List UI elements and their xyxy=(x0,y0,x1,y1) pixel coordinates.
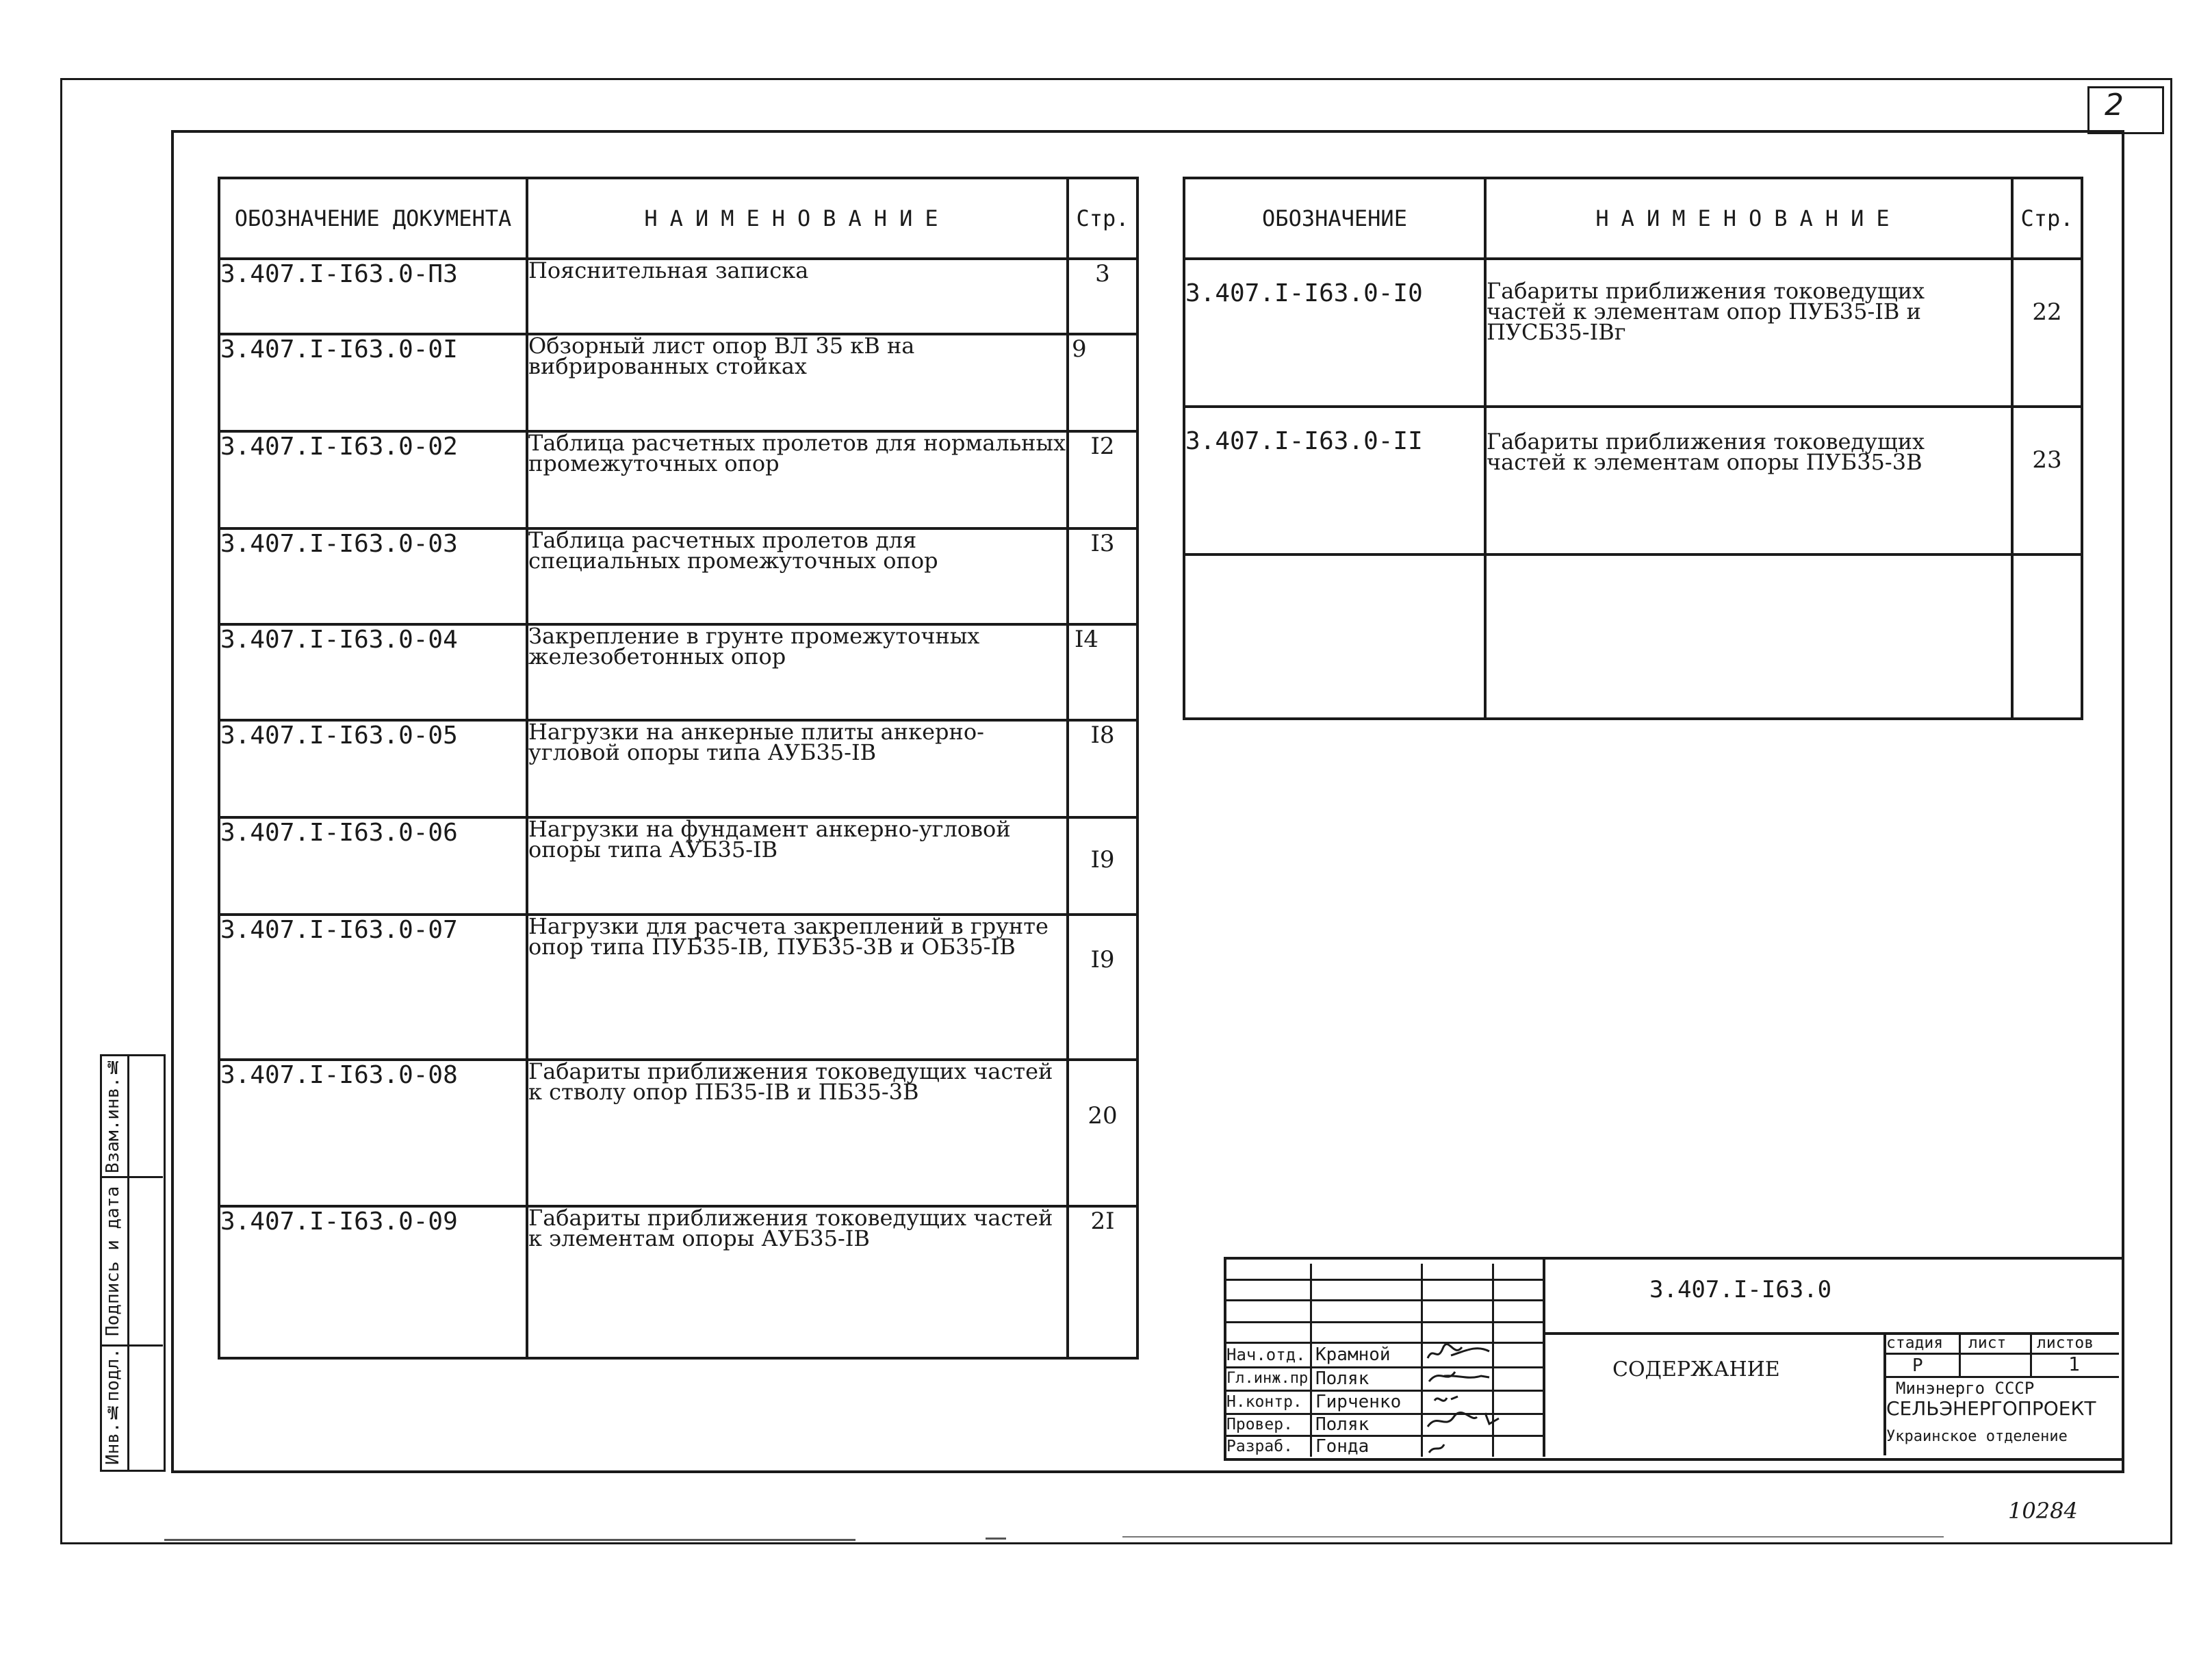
table-row xyxy=(219,431,1137,528)
tb-role-3: Н.контр. xyxy=(1226,1393,1302,1411)
row-code xyxy=(1184,554,1485,719)
signatures-drawing xyxy=(1424,1342,1506,1458)
row-code: 3.407.I-I63.0-08 xyxy=(219,1060,527,1206)
sheet-number: 2 xyxy=(2105,88,2124,123)
tb-grid-v2 xyxy=(1421,1264,1423,1457)
tb-role-5: Разраб. xyxy=(1226,1438,1293,1455)
row-page xyxy=(2012,554,2082,719)
scan-line-1 xyxy=(164,1539,856,1541)
tb-grid-h2 xyxy=(1224,1299,1543,1301)
row-page: 3 xyxy=(1068,259,1137,334)
row-page: 9 xyxy=(1068,334,1137,431)
row-name: Таблица расчетных пролетов для специальных промежуточных опор xyxy=(527,528,1068,624)
tb-stage-label: стадия xyxy=(1886,1334,1944,1352)
scan-line-2 xyxy=(986,1538,1006,1540)
left-header-name: НАИМЕНОВАНИЕ xyxy=(527,178,1068,259)
row-code: 3.407.I-I63.0-02 xyxy=(219,431,527,528)
right-header-name: НАИМЕНОВАНИЕ xyxy=(1485,178,2012,259)
sheet-number-box xyxy=(2087,86,2164,134)
right-contents-table xyxy=(1183,177,2083,720)
row-code: 3.407.I-I63.0-06 xyxy=(219,817,527,915)
row-code: 3.407.I-I63.0-07 xyxy=(219,915,527,1060)
row-page: I9 xyxy=(1068,915,1137,1060)
table-row xyxy=(219,915,1137,1060)
row-name: Таблица расчетных пролетов для нормальных промежуточных опор xyxy=(527,431,1068,528)
row-name: Закрепление в грунте промежуточных железобетонных опор xyxy=(527,624,1068,720)
row-name: Пояснительная записка xyxy=(527,259,1068,334)
table-row xyxy=(219,528,1137,624)
row-name: Габариты приближения токоведущих частей к элементам опор ПУБ35-IВ и ПУСБ35-IВг xyxy=(1485,259,2012,407)
side-podpis-data: Подпись и дата xyxy=(103,1186,123,1336)
table-row xyxy=(1184,407,2082,554)
tb-name-1: Крамной xyxy=(1315,1344,1391,1365)
tb-sheets-label: листов xyxy=(2037,1334,2094,1352)
tb-name-3: Гирченко xyxy=(1315,1392,1402,1412)
row-code: 3.407.I-I63.0-II xyxy=(1184,407,1485,554)
table-row xyxy=(219,624,1137,720)
left-header-designation: ОБОЗНАЧЕНИЕ ДОКУМЕНТА xyxy=(219,178,527,259)
right-header-designation: ОБОЗНАЧЕНИЕ xyxy=(1184,178,1485,259)
table-row xyxy=(219,817,1137,915)
tb-name-2: Поляк xyxy=(1315,1368,1369,1389)
row-page: I2 xyxy=(1068,431,1137,528)
row-code: 3.407.I-I63.0-ПЗ xyxy=(219,259,527,334)
row-code: 3.407.I-I63.0-I0 xyxy=(1184,259,1485,407)
tb-sheets-value: 1 xyxy=(2068,1353,2080,1375)
tb-name-5: Гонда xyxy=(1315,1436,1369,1457)
tb-org-line2: СЕЛЬЭНЕРГОПРОЕКТ xyxy=(1886,1397,2096,1420)
tb-code-divider xyxy=(1543,1332,2119,1335)
row-page: I9 xyxy=(1068,817,1137,915)
tb-grid-v1 xyxy=(1310,1264,1312,1457)
row-page: 23 xyxy=(2012,407,2082,554)
row-name xyxy=(1485,554,2012,719)
row-code: 3.407.I-I63.0-04 xyxy=(219,624,527,720)
row-page: I4 xyxy=(1068,624,1137,720)
tb-stage-value: Р xyxy=(1912,1355,1923,1376)
row-page: 22 xyxy=(2012,259,2082,407)
tb-stage-bottom xyxy=(1883,1376,2119,1378)
scan-line-3 xyxy=(1122,1536,1944,1538)
tb-name-4: Поляк xyxy=(1315,1414,1369,1435)
tb-role-2: Гл.инж.пр xyxy=(1226,1370,1309,1387)
tb-org-line1: Минэнерго СССР xyxy=(1896,1379,2035,1398)
row-name: Нагрузки для расчета закреплений в грунте опор типа ПУБ35-IВ, ПУБ35-3В и ОБ35-IВ xyxy=(527,915,1068,1060)
side-stamp-sep-1 xyxy=(100,1344,163,1347)
side-stamp-sep-2 xyxy=(100,1176,163,1178)
table-row xyxy=(1184,554,2082,719)
side-stamp-divider xyxy=(127,1054,129,1472)
table-row xyxy=(1184,259,2082,407)
row-page: I8 xyxy=(1068,720,1137,817)
row-name: Габариты приближения токоведущих частей к стволу опор ПБ35-IВ и ПБ35-3В xyxy=(527,1060,1068,1206)
row-page: I3 xyxy=(1068,528,1137,624)
tb-grid-h3 xyxy=(1224,1321,1543,1323)
tb-org-line3: Украинское отделение xyxy=(1886,1428,2068,1445)
row-code: 3.407.I-I63.0-0I xyxy=(219,334,527,431)
left-header-page: Стр. xyxy=(1068,178,1137,259)
table-row xyxy=(219,334,1137,431)
row-name: Габариты приближения токоведущих частей к элементам опоры АУБ35-IВ xyxy=(527,1206,1068,1358)
row-name: Нагрузки на фундамент анкерно-угловой опоры типа АУБ35-IВ xyxy=(527,817,1068,915)
left-contents-table xyxy=(218,177,1139,1360)
tb-stage-v1 xyxy=(1959,1332,1961,1377)
tb-role-1: Нач.отд. xyxy=(1226,1345,1306,1364)
tb-grid-h1 xyxy=(1224,1279,1543,1281)
bottom-note: 10284 xyxy=(2008,1498,2078,1524)
row-name: Обзорный лист опор ВЛ 35 кВ на вибрированных стойках xyxy=(527,334,1068,431)
row-code: 3.407.I-I63.0-05 xyxy=(219,720,527,817)
tb-role-4: Провер. xyxy=(1226,1416,1293,1433)
row-code: 3.407.I-I63.0-03 xyxy=(219,528,527,624)
tb-stage-v2 xyxy=(2030,1332,2032,1377)
tb-grid-v4 xyxy=(1543,1257,1545,1457)
tb-sheet-label: лист xyxy=(1968,1334,2007,1352)
table-row xyxy=(219,1060,1137,1206)
right-header-page: Стр. xyxy=(2012,178,2082,259)
row-name: Нагрузки на анкерные плиты анкерно-угловой опоры типа АУБ35-IВ xyxy=(527,720,1068,817)
tb-stage-divider xyxy=(1883,1353,2119,1355)
tb-doc-code: 3.407.I-I63.0 xyxy=(1649,1276,1832,1303)
table-row xyxy=(219,1206,1137,1358)
side-inv-podl: Инв.№подл. xyxy=(103,1348,123,1465)
tb-doc-title: СОДЕРЖАНИЕ xyxy=(1612,1357,1780,1381)
row-code: 3.407.I-I63.0-09 xyxy=(219,1206,527,1358)
row-page: 2I xyxy=(1068,1206,1137,1358)
row-page: 20 xyxy=(1068,1060,1137,1206)
row-name: Габариты приближения токоведущих частей к элементам опоры ПУБ35-3В xyxy=(1485,407,2012,554)
table-row xyxy=(219,259,1137,334)
side-vzam-inv: Взам.инв.№ xyxy=(103,1056,123,1173)
table-row xyxy=(219,720,1137,817)
